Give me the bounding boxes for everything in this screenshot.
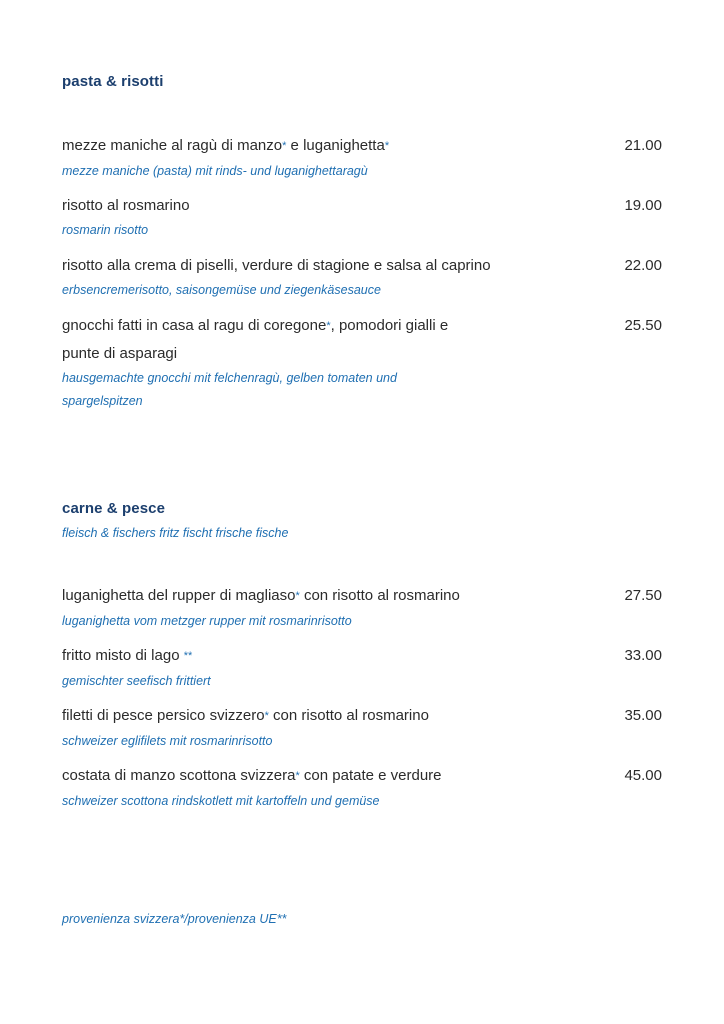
item-description: schweizer scottona rindskotlett mit kartoffeln und gemüse bbox=[62, 794, 380, 808]
menu-item bbox=[62, 582, 662, 633]
item-price: 35.00 bbox=[624, 707, 662, 724]
item-price: 25.50 bbox=[624, 317, 662, 334]
menu-item bbox=[62, 312, 662, 413]
item-description: rosmarin risotto bbox=[62, 223, 149, 237]
item-name: risotto al rosmarino bbox=[62, 197, 190, 214]
item-description: erbsencremerisotto, saisongemüse und ziegenkäsesauce bbox=[62, 283, 381, 297]
menu-page bbox=[62, 0, 662, 1024]
section-title-carne: carne & pesce bbox=[62, 500, 166, 517]
item-price: 22.00 bbox=[624, 257, 662, 274]
section-subtitle: fleisch & fischers fritz fischt frische fische bbox=[62, 526, 289, 540]
item-name: risotto alla crema di piselli, verdure di stagione e salsa al caprino bbox=[62, 257, 491, 274]
origin-footnote: provenienza svizzera*/provenienza UE** bbox=[62, 912, 287, 926]
item-price: 19.00 bbox=[624, 197, 662, 214]
menu-item bbox=[62, 702, 662, 753]
origin-mark: * bbox=[295, 770, 300, 782]
menu-item bbox=[62, 762, 662, 813]
item-description: hausgemachte gnocchi mit felchenragù, gelben tomaten und spargelspitzen bbox=[62, 371, 397, 408]
menu-item bbox=[62, 252, 662, 302]
origin-mark: * bbox=[384, 140, 390, 152]
item-price: 45.00 bbox=[624, 767, 662, 784]
menu-item bbox=[62, 642, 662, 693]
origin-mark: * bbox=[264, 710, 269, 722]
item-name: filetti di pesce persico svizzero* con risotto al rosmarino bbox=[62, 707, 429, 724]
menu-item bbox=[62, 192, 662, 242]
menu-item bbox=[62, 132, 662, 183]
item-description: schweizer eglifilets mit rosmarinrisotto bbox=[62, 734, 273, 748]
item-price: 27.50 bbox=[624, 587, 662, 604]
section-title-pasta: pasta & risotti bbox=[62, 73, 164, 90]
item-name: luganighetta del rupper di magliaso* con risotto al rosmarino bbox=[62, 587, 460, 604]
origin-mark: * bbox=[282, 140, 287, 152]
origin-mark: * bbox=[295, 590, 300, 602]
item-name: fritto misto di lago ** bbox=[62, 647, 193, 664]
item-name: mezze maniche al ragù di manzo* e luganighetta* bbox=[62, 137, 390, 154]
item-price: 33.00 bbox=[624, 647, 662, 664]
item-description: mezze maniche (pasta) mit rinds- und luganighettaragù bbox=[62, 164, 368, 178]
item-description: gemischter seefisch frittiert bbox=[62, 674, 211, 688]
item-name: gnocchi fatti in casa al ragu di coregone*, pomodori gialli e punte di asparagi bbox=[62, 317, 449, 362]
item-name: costata di manzo scottona svizzera* con patate e verdure bbox=[62, 767, 442, 784]
origin-mark: * bbox=[326, 320, 331, 332]
item-description: luganighetta vom metzger rupper mit rosmarinrisotto bbox=[62, 614, 352, 628]
item-price: 21.00 bbox=[624, 137, 662, 154]
origin-mark: ** bbox=[183, 650, 193, 662]
